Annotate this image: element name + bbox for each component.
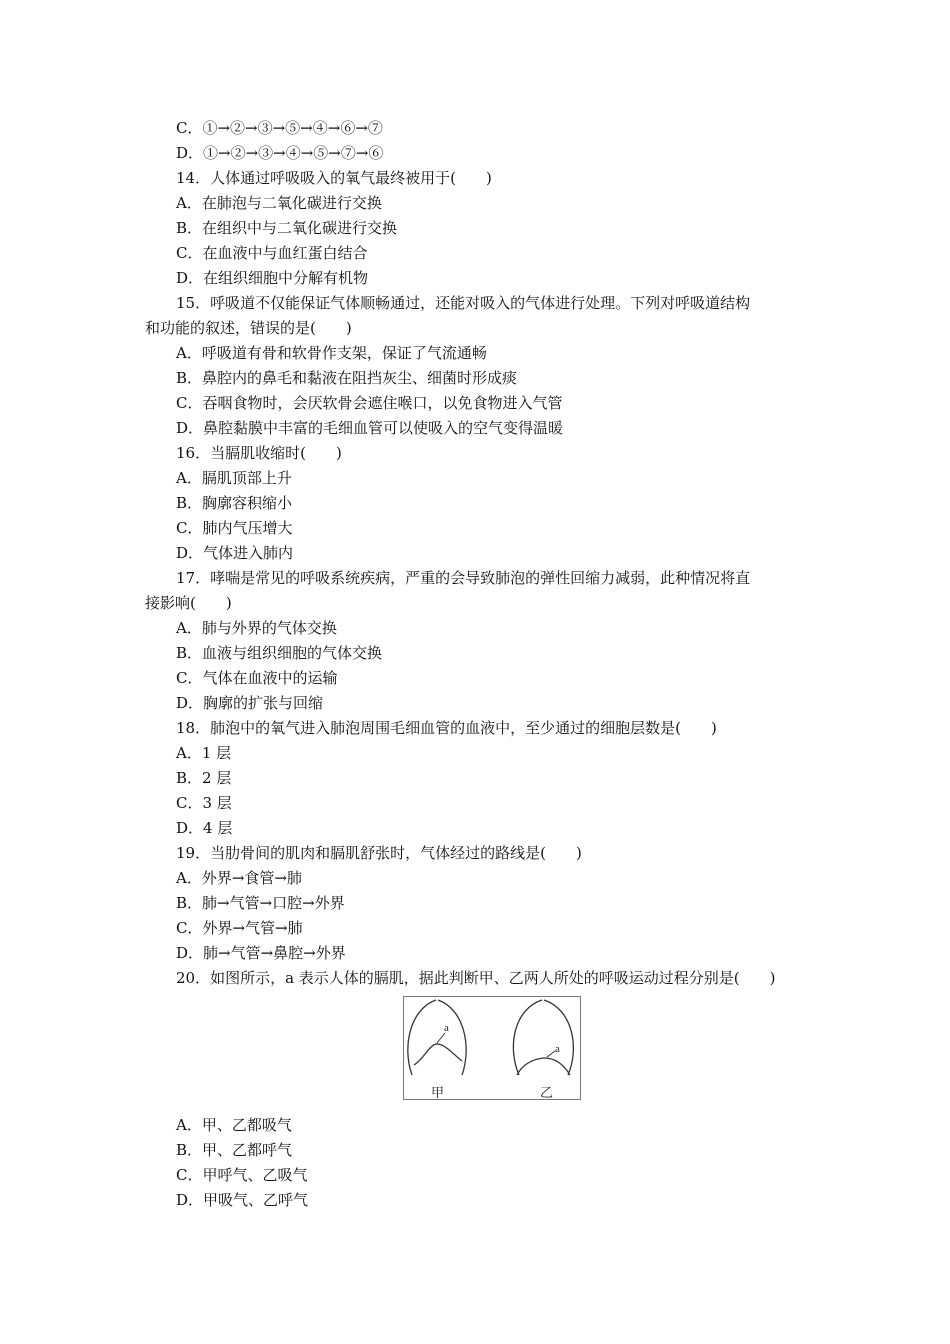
q16-stem: 16．当膈肌收缩时( ) <box>176 444 342 462</box>
diaphragm-yi <box>517 1058 570 1075</box>
label-a-yi: a <box>555 1043 560 1055</box>
q16-option-d: D．气体进入肺内 <box>176 544 294 562</box>
q15-option-c: C．吞咽食物时，会厌软骨会遮住喉口，以免食物进入气管 <box>176 394 563 412</box>
caption-jia: 甲 <box>431 1086 445 1099</box>
q19-option-c: C．外界→气管→肺 <box>176 919 303 937</box>
q15-stem-cont: 和功能的叙述，错误的是( ) <box>145 319 352 337</box>
q13-option-d: D．①→②→③→④→⑤→⑦→⑥ <box>176 144 384 162</box>
q20-option-b: B．甲、乙都呼气 <box>176 1141 293 1159</box>
q15-option-a: A．呼吸道有骨和软骨作支架，保证了气流通畅 <box>176 344 487 362</box>
q19-stem: 19．当肋骨间的肌肉和膈肌舒张时，气体经过的路线是( ) <box>176 844 582 862</box>
q14-option-c: C．在血液中与血红蛋白结合 <box>176 244 368 262</box>
q18-stem: 18．肺泡中的氧气进入肺泡周围毛细血管的血液中，至少通过的细胞层数是( ) <box>176 719 717 737</box>
q15-option-d: D．鼻腔黏膜中丰富的毛细血管可以使吸入的空气变得温暖 <box>176 419 564 437</box>
thorax-right-wall-yi <box>544 1000 573 1075</box>
q14-option-d: D．在组织细胞中分解有机物 <box>176 269 369 287</box>
q13-option-c: C．①→②→③→⑤→④→⑥→⑦ <box>176 119 383 137</box>
q18-option-a: A．1 层 <box>176 744 232 762</box>
q18-option-d: D．4 层 <box>176 819 233 837</box>
q19-option-d: D．肺→气管→鼻腔→外界 <box>176 944 346 962</box>
q20-option-d: D．甲吸气、乙呼气 <box>176 1191 309 1209</box>
diaphragm-figure <box>403 996 581 1100</box>
label-a-jia: a <box>444 1022 449 1034</box>
q15-stem: 15．呼吸道不仅能保证气体顺畅通过，还能对吸入的气体进行处理。下列对呼吸道结构 <box>176 294 751 312</box>
thorax-right-wall-jia <box>438 1000 466 1075</box>
pointer-line-a-jia <box>437 1033 445 1043</box>
q20-stem: 20．如图所示，a 表示人体的膈肌，据此判断甲、乙两人所处的呼吸运动过程分别是( ) <box>176 969 776 987</box>
q17-stem-cont: 接影响( ) <box>145 594 232 612</box>
q19-option-a: A．外界→食管→肺 <box>176 869 302 887</box>
q18-option-b: B．2 层 <box>176 769 232 787</box>
q17-option-a: A．肺与外界的气体交换 <box>176 619 337 637</box>
diaphragm-diagram <box>404 997 580 1099</box>
pointer-line-a-yi <box>547 1051 555 1057</box>
q17-option-d: D．胸廓的扩张与回缩 <box>176 694 324 712</box>
q18-option-c: C．3 层 <box>176 794 232 812</box>
diaphragm-jia <box>414 1044 462 1065</box>
q17-option-b: B．血液与组织细胞的气体交换 <box>176 644 383 662</box>
q16-option-b: B．胸廓容积缩小 <box>176 494 293 512</box>
q14-option-b: B．在组织中与二氧化碳进行交换 <box>176 219 398 237</box>
q17-stem: 17．哮喘是常见的呼吸系统疾病，严重的会导致肺泡的弹性回缩力减弱，此种情况将直 <box>176 569 751 587</box>
q20-option-a: A．甲、乙都吸气 <box>176 1116 292 1134</box>
q16-option-c: C．肺内气压增大 <box>176 519 293 537</box>
q14-option-a: A．在肺泡与二氧化碳进行交换 <box>176 194 382 212</box>
q15-option-b: B．鼻腔内的鼻毛和黏液在阻挡灰尘、细菌时形成痰 <box>176 369 518 387</box>
q19-option-b: B．肺→气管→口腔→外界 <box>176 894 345 912</box>
q17-option-c: C．气体在血液中的运输 <box>176 669 338 687</box>
q20-option-c: C．甲呼气、乙吸气 <box>176 1166 308 1184</box>
caption-yi: 乙 <box>540 1086 554 1099</box>
q14-stem: 14．人体通过呼吸吸入的氧气最终被用于( ) <box>176 169 492 187</box>
q16-option-a: A．膈肌顶部上升 <box>176 469 292 487</box>
thorax-left-wall-jia <box>408 1000 436 1075</box>
